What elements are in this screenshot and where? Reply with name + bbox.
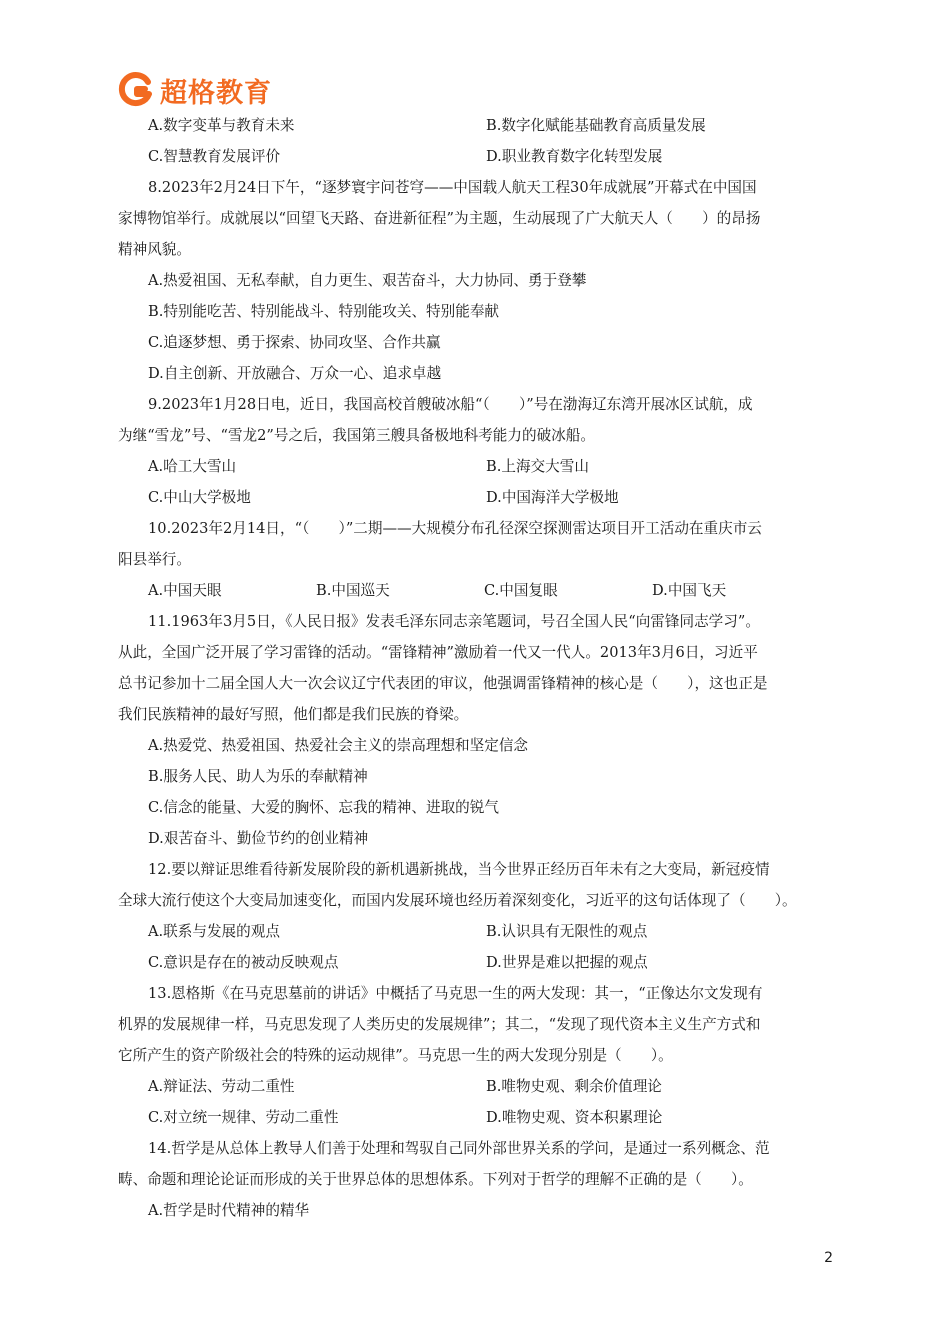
answer-option: D.艰苦奋斗、勤俭节约的创业精神 <box>148 830 369 847</box>
answer-option: B.服务人民、助人为乐的奉献精神 <box>148 768 368 785</box>
question-stem: 11.1963年3月5日，《人民日报》发表毛泽东同志亲笔题词，号召全国人民“向雷锋同志学习”。 <box>148 613 760 630</box>
logo-text: 超格教育 <box>160 77 272 109</box>
answer-option: D.中国飞天 <box>652 582 727 599</box>
question-text-continued: 总书记参加十二届全国人大一次会议辽宁代表团的审议，他强调雷锋精神的核心是（ ），这也正是 <box>118 675 768 692</box>
question-stem: 12.要以辩证思维看待新发展阶段的新机遇新挑战，当今世界正经历百年未有之大变局，新冠疫情 <box>148 861 770 878</box>
question-stem: 13.恩格斯《在马克思墓前的讲话》中概括了马克思一生的两大发现：其一，“正像达尔文发现有 <box>148 985 763 1002</box>
answer-option-row <box>118 141 836 172</box>
answer-option: B.认识具有无限性的观点 <box>486 923 648 940</box>
question-text-continued: 从此，全国广泛开展了学习雷锋的活动。“雷锋精神”激励着一代又一代人。2013年3月6日，习近平 <box>118 644 758 661</box>
answer-option: C.智慧教育发展评价 <box>148 148 281 165</box>
question-stem: 9.2023年1月28日电，近日，我国高校首艘破冰船“（ ）”号在渤海辽东湾开展冰区试航，成 <box>148 396 753 413</box>
question-text-continued: 畴、命题和理论论证而形成的关于世界总体的思想体系。下列对于哲学的理解不正确的是（ ）。 <box>118 1171 753 1188</box>
question-text-continued: 阳县举行。 <box>118 551 191 568</box>
answer-option: A.联系与发展的观点 <box>148 923 280 940</box>
answer-option: B.数字化赋能基础教育高质量发展 <box>486 117 706 134</box>
question-text-continued: 它所产生的资产阶级社会的特殊的运动规律”。马克思一生的两大发现分别是（ ）。 <box>118 1047 673 1064</box>
answer-option: A.辩证法、劳动二重性 <box>148 1078 295 1095</box>
answer-option: A.热爱祖国、无私奉献，自力更生、艰苦奋斗，大力协同、勇于登攀 <box>148 272 587 289</box>
answer-option: A.中国天眼 <box>148 582 222 599</box>
answer-option: A.数字变革与教育未来 <box>148 117 295 134</box>
question-text-continued: 为继“雪龙”号、“雪龙2”号之后，我国第三艘具备极地科考能力的破冰船。 <box>118 427 595 444</box>
answer-option: A.哲学是时代精神的精华 <box>148 1202 310 1219</box>
answer-option: C.对立统一规律、劳动二重性 <box>148 1109 339 1126</box>
question-stem: 14.哲学是从总体上教导人们善于处理和驾驭自己同外部世界关系的学问，是通过一系列概念、范 <box>148 1140 770 1157</box>
question-text-continued: 家博物馆举行。成就展以“回望飞天路、奋进新征程”为主题，生动展现了广大航天人（ ）的昂扬 <box>118 210 761 227</box>
answer-option-row <box>118 110 836 141</box>
answer-option: A.哈工大雪山 <box>148 458 237 475</box>
answer-option: C.意识是存在的被动反映观点 <box>148 954 339 971</box>
answer-option: C.中山大学极地 <box>148 489 251 506</box>
answer-option-row <box>118 947 836 978</box>
question-stem: 10.2023年2月14日，“（ ）”二期——大规模分布孔径深空探测雷达项目开工活动在重庆市云 <box>148 520 762 537</box>
answer-option-row <box>118 575 836 606</box>
answer-option: A.热爱党、热爱祖国、热爱社会主义的崇高理想和坚定信念 <box>148 737 529 754</box>
brand-logo <box>118 70 272 110</box>
answer-option: C.追逐梦想、勇于探索、协同攻坚、合作共赢 <box>148 334 441 351</box>
question-text-continued: 我们民族精神的最好写照，他们都是我们民族的脊梁。 <box>118 706 469 723</box>
answer-option: D.世界是难以把握的观点 <box>486 954 648 971</box>
answer-option-row <box>118 1071 836 1102</box>
question-text-continued: 精神风貌。 <box>118 241 191 258</box>
answer-option-row <box>118 916 836 947</box>
answer-option: D.职业教育数字化转型发展 <box>486 148 663 165</box>
answer-option: D.中国海洋大学极地 <box>486 489 619 506</box>
answer-option: C.中国复眼 <box>484 582 558 599</box>
answer-option: B.特别能吃苦、特别能战斗、特别能攻关、特别能奉献 <box>148 303 500 320</box>
answer-option-row <box>118 451 836 482</box>
question-text-continued: 全球大流行使这个大变局加速变化，而国内发展环境也经历着深刻变化，习近平的这句话体现了（ ）。 <box>118 892 797 909</box>
answer-option: B.唯物史观、剩余价值理论 <box>486 1078 662 1095</box>
answer-option: D.唯物史观、资本积累理论 <box>486 1109 663 1126</box>
answer-option: B.上海交大雪山 <box>486 458 589 475</box>
answer-option-row <box>118 482 836 513</box>
question-text-continued: 机界的发展规律一样，马克思发现了人类历史的发展规律”；其二，“发现了现代资本主义生产方式和 <box>118 1016 761 1033</box>
answer-option: D.自主创新、开放融合、万众一心、追求卓越 <box>148 365 442 382</box>
logo-icon <box>118 72 154 108</box>
answer-option-row <box>118 1102 836 1133</box>
document-body <box>118 110 836 1226</box>
page-number: 2 <box>824 1250 833 1266</box>
answer-option: C.信念的能量、大爱的胸怀、忘我的精神、进取的锐气 <box>148 799 499 816</box>
question-stem: 8.2023年2月24日下午，“逐梦寰宇问苍穹——中国载人航天工程30年成就展”开幕式在中国国 <box>148 179 757 196</box>
answer-option: B.中国巡天 <box>316 582 390 599</box>
